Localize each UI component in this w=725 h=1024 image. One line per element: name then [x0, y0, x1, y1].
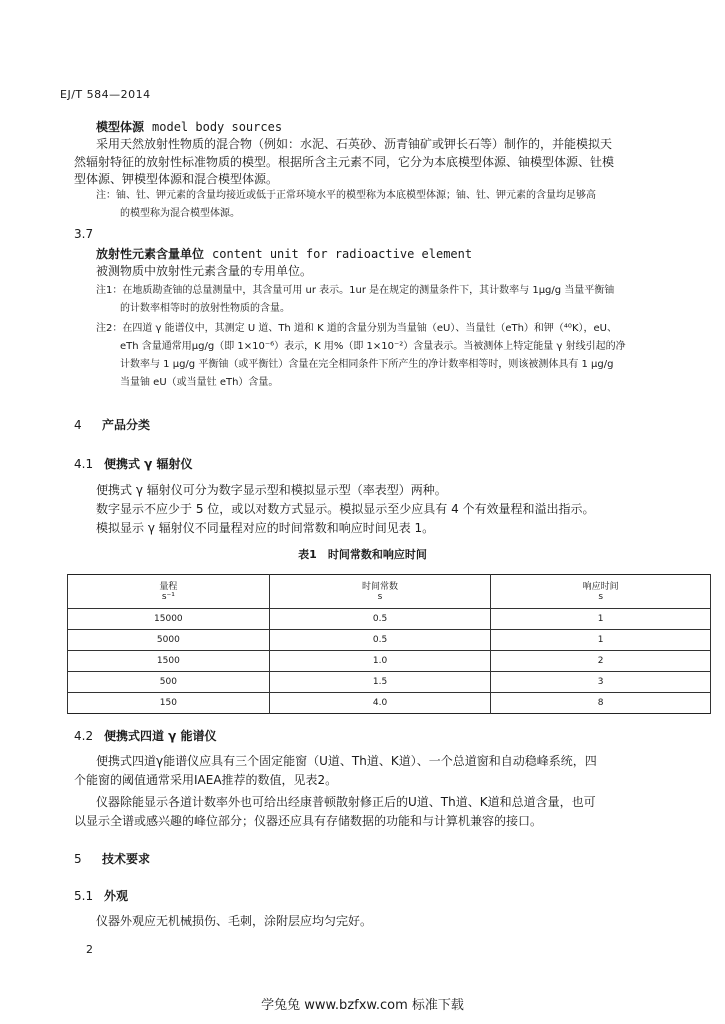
table-cell: 150 [68, 693, 270, 714]
note2-line1: 注2：在四道 γ 能谱仪中，其测定 U 道、Th 道和 K 道的含量分别为当量铀（eU）、当量钍（eTh）和钾（⁴⁰K），eU、 [96, 323, 617, 334]
term-content-unit-title-en: content unit for radioactive element [212, 247, 473, 261]
section-5-heading [74, 850, 150, 867]
term-content-unit-title [96, 245, 472, 262]
section-4-1-heading [74, 455, 193, 472]
table1-unit-row [68, 592, 711, 609]
section-4-2-p2-line2: 以显示全谱或感兴趣的峰位部分；仪器还应具有存储数据的功能和与计算机兼容的接口。 [74, 814, 543, 828]
table-cell: 1.0 [269, 651, 491, 672]
section-5-1-number: 5.1 [74, 889, 94, 903]
term-model-title-cn: 模型体源 [96, 120, 145, 134]
section-4-2-heading [74, 727, 217, 744]
section-4-number: 4 [74, 418, 82, 432]
term-content-unit-definition: 被测物质中放射性元素含量的专用单位。 [96, 264, 313, 278]
table-cell: 2 [491, 651, 711, 672]
table1-caption: 表1 时间常数和响应时间 [298, 548, 427, 561]
term-model-note-line1: 注：铀、钍、钾元素的含量均接近或低于正常环境水平的模型称为本底模型体源；铀、钍、钾元素的含量均足够高 [96, 190, 596, 201]
page-number: 2 [86, 943, 93, 956]
term-model-note-line2: 的模型称为混合模型体源。 [120, 208, 240, 219]
table-row [68, 609, 711, 630]
clause-number: 3.7 [74, 227, 94, 241]
section-5-title: 技术要求 [102, 852, 151, 866]
section-4-2-p2-line1: 仪器除能显示各道计数率外也可给出经康普顿散射修正后的U道、Th道、K道和总道含量，也可 [96, 795, 596, 809]
term-model-title-en: model body sources [152, 120, 283, 134]
note2-line3: 计数率与 1 μg/g 平衡铀（或平衡钍）含量在完全相同条件下所产生的净计数率相等时，则该被测体具有 1 μg/g [120, 359, 614, 370]
section-4-1-p3: 模拟显示 γ 辐射仪不同量程对应的时间常数和响应时间见表 1。 [96, 521, 435, 535]
section-4-2-p1-line2: 个能窗的阈值通常采用IAEA推荐的数值，见表2。 [74, 773, 338, 787]
section-4-heading [74, 416, 150, 433]
table1-unit-response-time: s [491, 592, 711, 609]
note2-line4: 当量铀 eU（或当量钍 eTh）含量。 [120, 377, 279, 388]
note2-line2: eTh 含量通常用μg/g（即 1×10⁻⁶）表示，K 用%（即 1×10⁻²）含量表示。当被测体上特定能量 γ 射线引起的净 [120, 341, 626, 352]
section-4-1-number: 4.1 [74, 457, 94, 471]
note1-line2: 的计数率相等时的放射性物质的含量。 [120, 303, 290, 314]
table-cell: 3 [491, 672, 711, 693]
table-row [68, 630, 711, 651]
table-row [68, 651, 711, 672]
table-cell: 1500 [68, 651, 270, 672]
table-cell: 0.5 [269, 609, 491, 630]
term-content-unit-title-cn: 放射性元素含量单位 [96, 247, 205, 261]
table-cell: 4.0 [269, 693, 491, 714]
section-5-1-heading [74, 887, 128, 904]
table-cell: 500 [68, 672, 270, 693]
term-model-title [96, 118, 282, 135]
section-5-1-p1: 仪器外观应无机械损伤、毛刺，涂附层应均匀完好。 [96, 914, 373, 928]
standard-code-header: EJ/T 584—2014 [60, 88, 151, 101]
table-cell: 5000 [68, 630, 270, 651]
table-cell: 1.5 [269, 672, 491, 693]
term-model-def-line3: 型体源、钾模型体源和混合模型体源。 [74, 172, 279, 186]
section-4-1-title: 便携式 γ 辐射仪 [104, 457, 193, 471]
table-cell: 15000 [68, 609, 270, 630]
table1-header-range: 量程 [68, 575, 270, 593]
table-cell: 0.5 [269, 630, 491, 651]
section-5-number: 5 [74, 852, 82, 866]
note1-line1: 注1：在地质勘查铀的总量测量中，其含量可用 ur 表示。1ur 是在规定的测量条件下，其计数率与 1μg/g 当量平衡铀 [96, 285, 615, 296]
table1-unit-time-constant: s [269, 592, 491, 609]
table1-header-response-time: 响应时间 [491, 575, 711, 593]
section-4-title: 产品分类 [102, 418, 151, 432]
table-cell: 1 [491, 609, 711, 630]
term-model-def-line1: 采用天然放射性物质的混合物（例如：水泥、石英砂、沥青铀矿或钾长石等）制作的，并能模拟天 [96, 137, 613, 151]
table-cell: 8 [491, 693, 711, 714]
section-4-2-number: 4.2 [74, 729, 94, 743]
table1-header-time-constant: 时间常数 [269, 575, 491, 593]
section-4-1-p2: 数字显示不应少于 5 位，或以对数方式显示。模拟显示至少应具有 4 个有效量程和溢出指示。 [96, 502, 595, 516]
table-cell: 1 [491, 630, 711, 651]
section-5-1-title: 外观 [104, 889, 129, 903]
section-4-1-p1: 便携式 γ 辐射仪可分为数字显示型和模拟显示型（率表型）两种。 [96, 483, 447, 497]
table1-header-row [68, 575, 711, 593]
term-model-def-line2: 然辐射特征的放射性标准物质的模型。根据所含主元素不同，它分为本底模型体源、铀模型体源、钍模 [74, 155, 615, 169]
table-row [68, 672, 711, 693]
table-row [68, 693, 711, 714]
section-4-2-title: 便携式四道 γ 能谱仪 [104, 729, 217, 743]
table1-unit-range: s⁻¹ [68, 592, 270, 609]
section-4-2-p1-line1: 便携式四道γ能谱仪应具有三个固定能窗（U道、Th道、K道）、一个总道窗和自动稳峰系统，四 [96, 754, 597, 768]
footer-watermark: 学兔兔 www.bzfxw.com 标准下载 [261, 998, 464, 1013]
table1 [67, 574, 711, 714]
